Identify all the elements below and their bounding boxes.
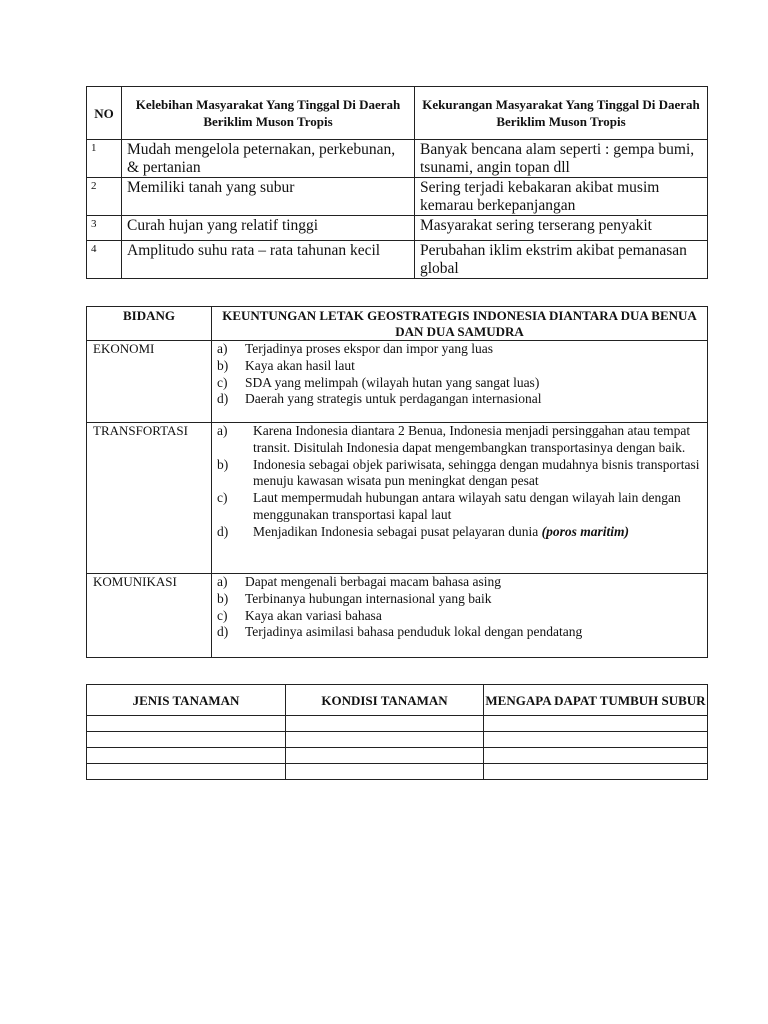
empty-cell: [286, 732, 484, 748]
table-row: [87, 241, 708, 279]
row-number: 2: [87, 178, 122, 216]
empty-cell: [87, 748, 286, 764]
list-item: d) Menjadikan Indonesia sebagai pusat pelayaran dunia (poros maritim): [217, 523, 630, 539]
table-row: [87, 732, 708, 748]
empty-cell: [484, 716, 708, 732]
disadvantage-cell: Perubahan iklim ekstrim akibat pemanasan global: [415, 241, 708, 279]
list-item: a) Karena Indonesia diantara 2 Benua, Indonesia menjadi persinggahan atau tempat transit. Disitulah Indonesia dapat mengembangkan transportasinya dengan baik.: [217, 423, 691, 455]
advantage-cell: Amplitudo suhu rata – rata tahunan kecil: [122, 241, 415, 279]
disadvantage-cell: Masyarakat sering terserang penyakit: [415, 216, 708, 241]
table-row: [87, 178, 708, 216]
list-item: a) Terjadinya proses ekspor dan impor yang luas: [217, 341, 493, 356]
disadvantage-cell: Sering terjadi kebakaran akibat musim kemarau berkepanjangan: [415, 178, 708, 216]
empty-cell: [286, 764, 484, 780]
empty-cell: [484, 732, 708, 748]
empty-cell: [484, 764, 708, 780]
list-item: d) Terjadinya asimilasi bahasa penduduk lokal dengan pendatang: [217, 624, 583, 640]
header-no: NO: [87, 87, 122, 140]
header-geostrategic-advantages: KEUNTUNGAN LETAK GEOSTRATEGIS INDONESIA DIANTARA DUA BENUA DAN DUA SAMUDRA: [212, 307, 708, 341]
list-item: c) Kaya akan variasi bahasa: [217, 607, 382, 623]
table-row: [87, 423, 708, 574]
list-item: b) Indonesia sebagai objek pariwisata, sehingga dengan mudahnya bisnis transportasi menuju kawasan wisata pun meningkat dengan pesat: [217, 456, 700, 489]
empty-cell: [484, 748, 708, 764]
list-item: a) Dapat mengenali berbagai macam bahasa asing: [217, 574, 502, 589]
field-economy: EKONOMI: [87, 341, 212, 423]
table-row: [87, 574, 708, 658]
header-field: BIDANG: [87, 307, 212, 341]
table-row: [87, 216, 708, 241]
transportation-list: [212, 423, 708, 574]
plant-table: [86, 684, 708, 780]
communication-list: [212, 574, 708, 658]
header-plant-type: JENIS TANAMAN: [87, 685, 286, 716]
monsoon-pros-cons-table: [86, 86, 708, 279]
list-item: b) Kaya akan hasil laut: [217, 357, 355, 373]
empty-cell: [286, 716, 484, 732]
table-row: [87, 748, 708, 764]
geostrategic-advantages-table: [86, 306, 708, 658]
empty-cell: [87, 716, 286, 732]
table-row: [87, 341, 708, 423]
list-item: c) Laut mempermudah hubungan antara wilayah satu dengan wilayah lain dengan menggunakan transportasi kapal laut: [217, 490, 681, 522]
field-transportation: TRANSFORTASI: [87, 423, 212, 574]
table-row: [87, 716, 708, 732]
header-advantages: Kelebihan Masyarakat Yang Tinggal Di Daerah Beriklim Muson Tropis: [122, 87, 415, 140]
advantage-cell: Curah hujan yang relatif tinggi: [122, 216, 415, 241]
row-number: 4: [87, 241, 122, 279]
header-disadvantages: Kekurangan Masyarakat Yang Tinggal Di Daerah Beriklim Muson Tropis: [415, 87, 708, 140]
list-item: b) Terbinanya hubungan internasional yang baik: [217, 590, 492, 606]
list-item: c) SDA yang melimpah (wilayah hutan yang sangat luas): [217, 374, 540, 390]
table-row: [87, 764, 708, 780]
header-why-fertile: MENGAPA DAPAT TUMBUH SUBUR: [484, 685, 708, 716]
table-row: [87, 140, 708, 178]
row-number: 3: [87, 216, 122, 241]
header-plant-condition: KONDISI TANAMAN: [286, 685, 484, 716]
economy-list: [212, 341, 708, 423]
emphasis-text: (poros maritim): [541, 523, 630, 539]
empty-cell: [87, 764, 286, 780]
list-item: d) Daerah yang strategis untuk perdagangan internasional: [217, 391, 542, 407]
advantage-cell: Mudah mengelola peternakan, perkebunan, & pertanian: [122, 140, 415, 178]
advantage-cell: Memiliki tanah yang subur: [122, 178, 415, 216]
disadvantage-cell: Banyak bencana alam seperti : gempa bumi, tsunami, angin topan dll: [415, 140, 708, 178]
table-header-row: [87, 307, 708, 341]
field-communication: KOMUNIKASI: [87, 574, 212, 658]
row-number: 1: [87, 140, 122, 178]
empty-cell: [87, 732, 286, 748]
table-header-row: [87, 685, 708, 716]
table-header-row: [87, 87, 708, 140]
empty-cell: [286, 748, 484, 764]
